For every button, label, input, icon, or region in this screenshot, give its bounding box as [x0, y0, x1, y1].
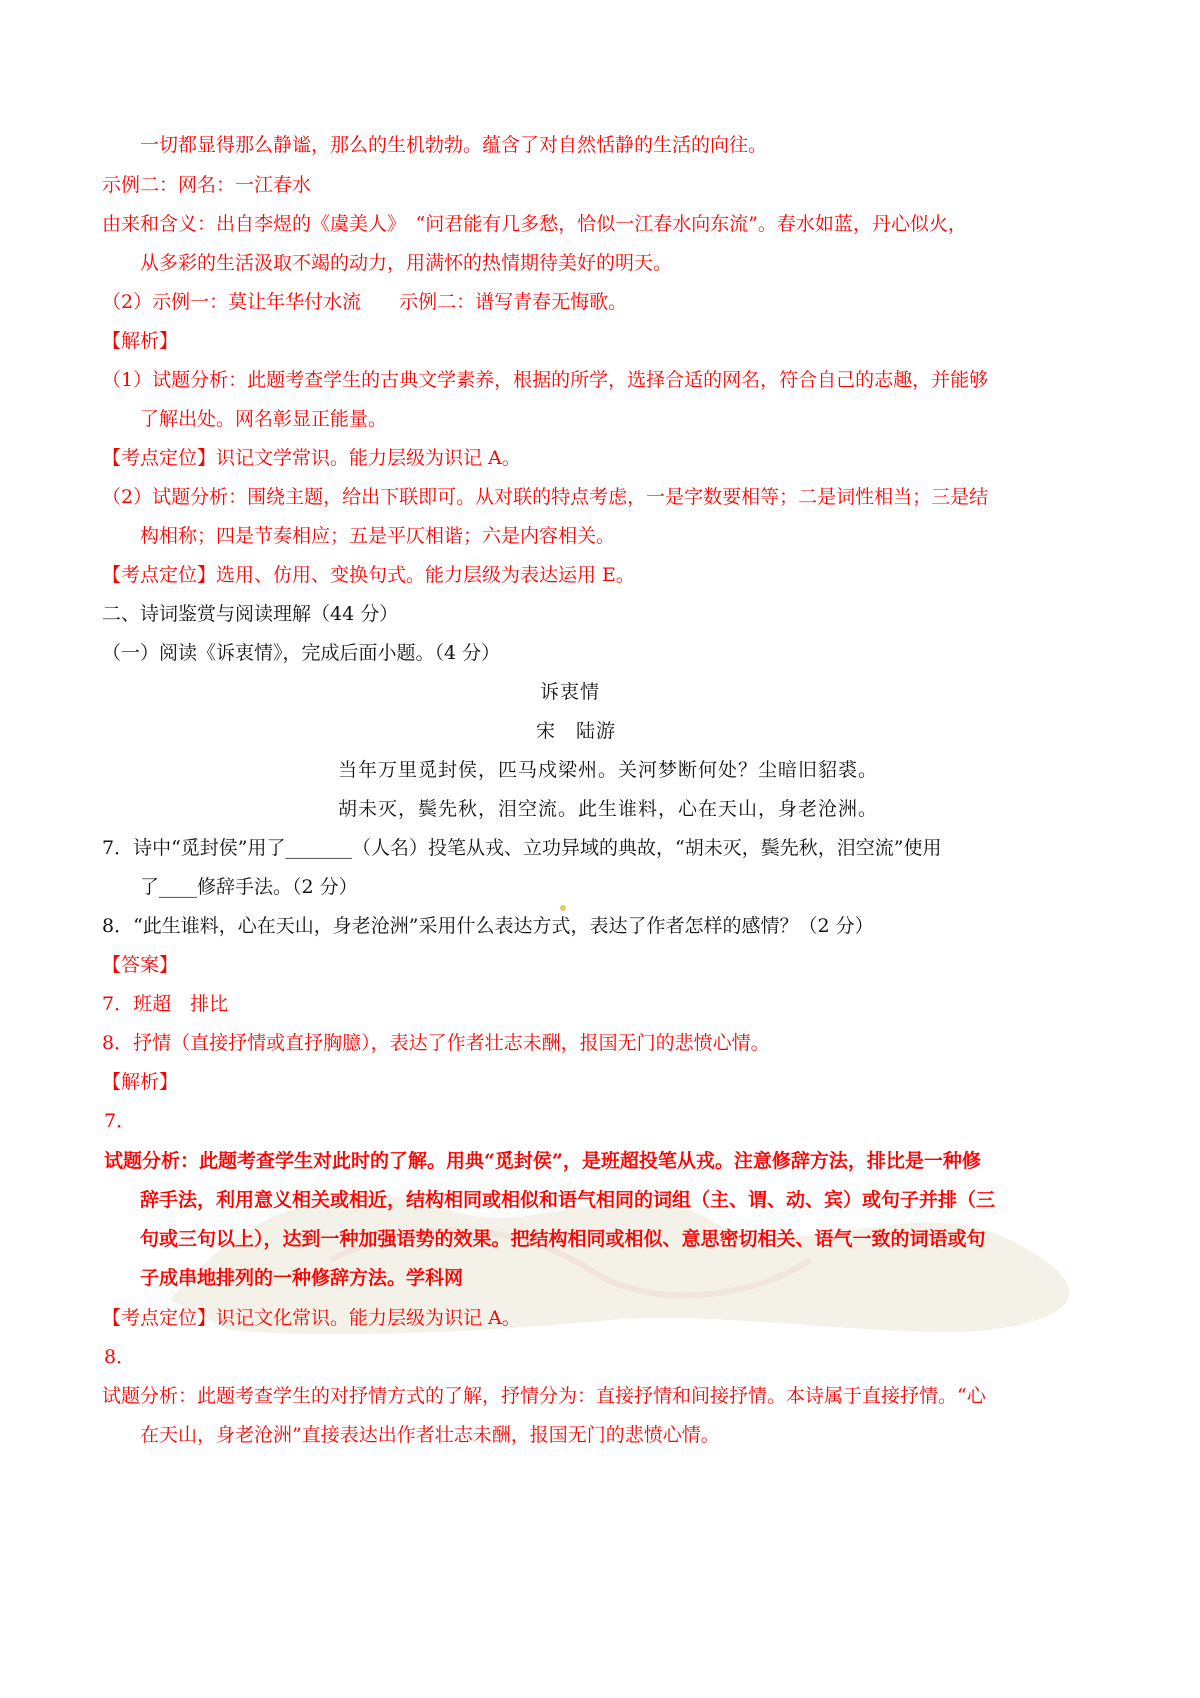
answer-example-two-title: 示例二：网名：一江春水 [102, 174, 312, 196]
analysis-part-two-cont: 构相称；四是节奏相应；五是平仄相谐；六是内容相关。 [140, 525, 616, 547]
question-seven-cont: 了____修辞手法。（2 分） [140, 876, 358, 898]
answer-heading: 【答案】 [102, 954, 179, 976]
decorative-dot [560, 905, 566, 911]
section-two-heading: 二、诗词鉴赏与阅读理解（44 分） [102, 603, 399, 625]
analysis-seven-line-2: 辞手法，利用意义相关或相近，结构相同或相似和语气相同的词组（主、谓、动、宾）或句子并排（三 [140, 1189, 996, 1211]
analysis-seven-line-3: 句或三句以上），达到一种加强语势的效果。把结构相同或相似、意思密切相关、语气一致的词语或句 [140, 1228, 986, 1250]
poem-line-two: 胡未灭，鬓先秋，泪空流。此生谁料，心在天山，身老沧洲。 [338, 798, 879, 820]
analysis-part-two: （2）试题分析：围绕主题，给出下联即可。从对联的特点考虑，一是字数要相等；二是词性相当；三是结 [102, 486, 989, 508]
answer-part-two-examples: （2）示例一：莫让年华付水流 示例二：谱写青春无悔歌。 [102, 291, 628, 313]
poem-title: 诉衷情 [540, 681, 601, 703]
reading-instruction: （一）阅读《诉衷情》，完成后面小题。（4 分） [102, 642, 501, 664]
poem-line-one: 当年万里觅封侯，匹马戍梁州。关河梦断何处？尘暗旧貂裘。 [338, 759, 879, 781]
analysis-seven-number: 7． [104, 1110, 136, 1132]
answer-origin-line-cont: 从多彩的生活汲取不竭的动力，用满怀的热情期待美好的明天。 [140, 252, 673, 274]
answer-seven: 7．班超 排比 [102, 993, 229, 1015]
analysis-eight-number: 8． [104, 1346, 136, 1368]
analysis-heading: 【解析】 [102, 330, 179, 352]
analysis-seven-line-1: 试题分析：此题考查学生对此时的了解。用典“觅封侯”，是班超投笔从戎。注意修辞方法，排比是一种修 [104, 1150, 981, 1172]
question-seven: 7．诗中“觅封侯”用了_______（人名）投笔从戎、立功异域的典故，“胡未灭，鬓先秋，泪空流”使用 [102, 837, 942, 859]
analysis-part-one: （1）试题分析：此题考查学生的古典文学素养，根据的所学，选择合适的网名，符合自己的志趣，并能够 [102, 369, 989, 391]
key-point-seven: 【考点定位】识记文化常识。能力层级为识记 A。 [102, 1307, 521, 1329]
poem-author: 宋 陆游 [536, 720, 617, 742]
answer-origin-line: 由来和含义：出自李煜的《虞美人》 “问君能有几多愁，恰似一江春水向东流”。春水如蓝，丹心似火， [102, 213, 967, 235]
question-eight: 8．“此生谁料，心在天山，身老沧洲”采用什么表达方式，表达了作者怎样的感情？（2 分） [102, 915, 874, 937]
analysis-heading-two: 【解析】 [102, 1071, 179, 1093]
analysis-eight-line-1: 试题分析：此题考查学生的对抒情方式的了解，抒情分为：直接抒情和间接抒情。本诗属于直接抒情。“心 [102, 1385, 986, 1407]
key-point-two: 【考点定位】选用、仿用、变换句式。能力层级为表达运用 E。 [102, 564, 635, 586]
analysis-part-one-cont: 了解出处。网名彰显正能量。 [140, 408, 388, 430]
answer-text-line: 一切都显得那么静谧，那么的生机勃勃。蕴含了对自然恬静的生活的向往。 [140, 134, 768, 156]
answer-eight: 8．抒情（直接抒情或直抒胸臆），表达了作者壮志未酬，报国无门的悲愤心情。 [102, 1032, 770, 1054]
analysis-seven-line-4: 子成串地排列的一种修辞方法。学科网 [140, 1267, 464, 1289]
key-point-one: 【考点定位】识记文学常识。能力层级为识记 A。 [102, 447, 521, 469]
analysis-eight-line-2: 在天山，身老沧洲”直接表达出作者壮志未酬，报国无门的悲愤心情。 [140, 1424, 720, 1446]
